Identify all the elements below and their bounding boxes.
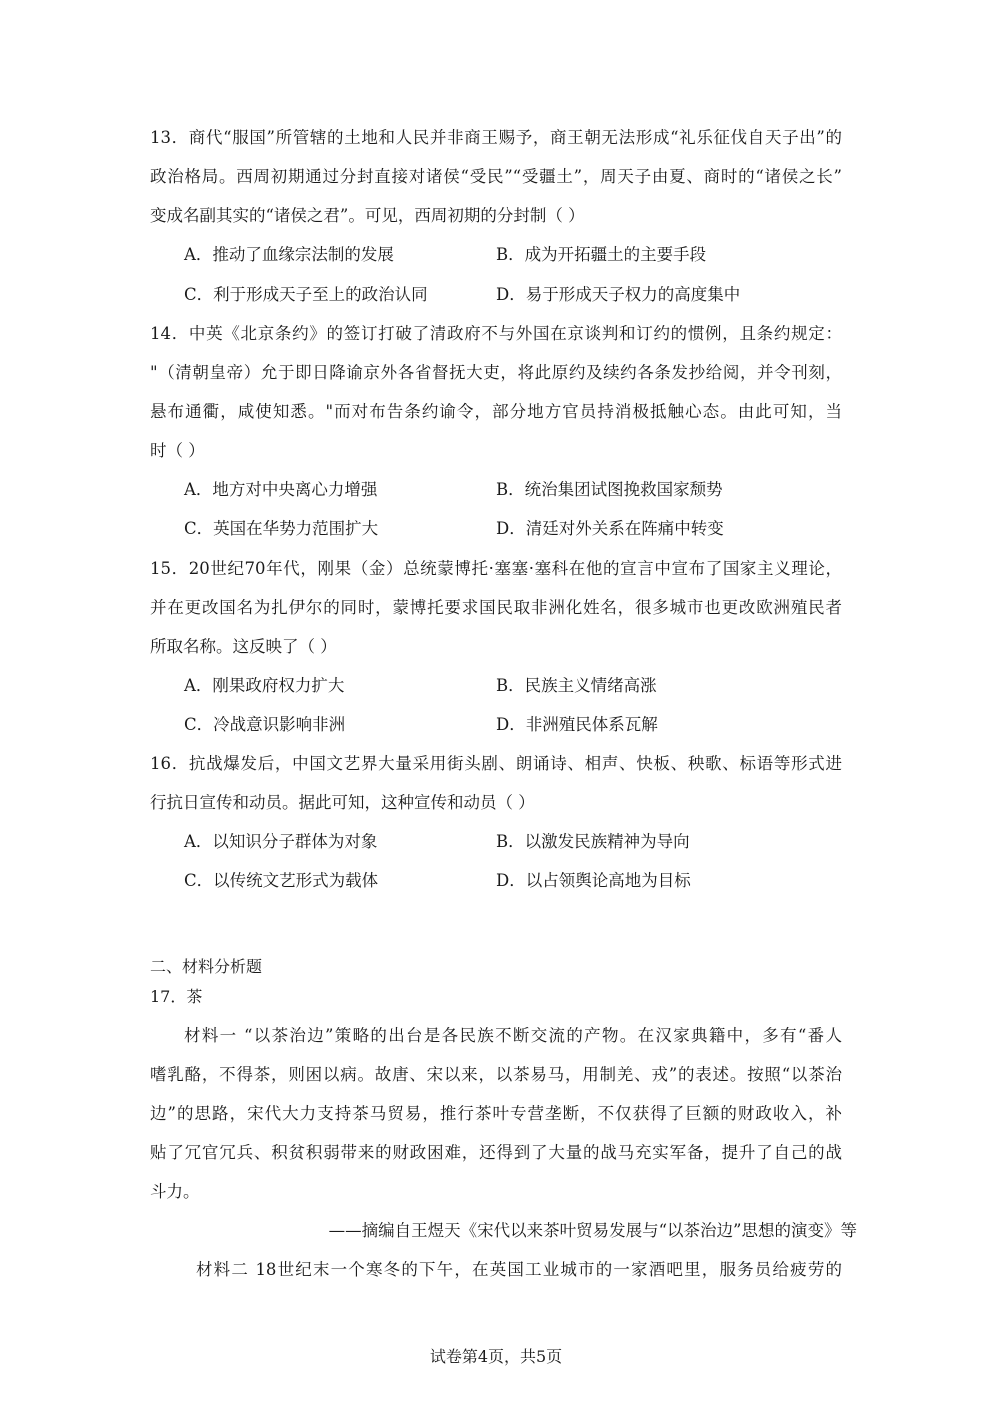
q13-option-d[interactable]: D．易于形成天子权力的高度集中 bbox=[496, 285, 741, 304]
q15-line-2: 并在更改国名为扎伊尔的同时，蒙博托要求国民取非洲化姓名，很多城市也更改欧洲殖民者 bbox=[150, 598, 842, 617]
q13-line-2: 政治格局。西周初期通过分封直接对诸侯“受民”“受疆土”，周天子由夏、商时的“诸侯之长” bbox=[150, 167, 842, 186]
q14-option-c[interactable]: C．英国在华势力范围扩大 bbox=[184, 519, 379, 538]
q13-option-b[interactable]: B．成为开拓疆土的主要手段 bbox=[496, 245, 707, 264]
q16-line-2: 行抗日宣传和动员。据此可知，这种宣传和动员（ ） bbox=[150, 793, 535, 812]
q15-option-a[interactable]: A．刚果政府权力扩大 bbox=[184, 676, 345, 695]
q13-option-a[interactable]: A．推动了血缘宗法制的发展 bbox=[184, 245, 394, 264]
q15-line-3: 所取名称。这反映了（ ） bbox=[150, 637, 337, 656]
q13-option-c[interactable]: C．利于形成天子至上的政治认同 bbox=[184, 285, 428, 304]
material1-source: ——摘编自王煜天《宋代以来茶叶贸易发展与“以茶治边”思想的演变》等 bbox=[328, 1221, 857, 1240]
q16-line-1: 16．抗战爆发后，中国文艺界大量采用街头剧、朗诵诗、相声、快板、秧歌、标语等形式进 bbox=[150, 754, 842, 773]
q14-option-b[interactable]: B．统治集团试图挽救国家颓势 bbox=[496, 480, 723, 499]
material1-line-3: 边”的思路，宋代大力支持茶马贸易，推行茶叶专营垄断，不仅获得了巨额的财政收入，补 bbox=[150, 1104, 842, 1123]
q14-line-1: 14．中英《北京条约》的签订打破了清政府不与外国在京谈判和订约的惯例，且条约规定： bbox=[150, 324, 842, 343]
q15-option-b[interactable]: B．民族主义情绪高涨 bbox=[496, 676, 657, 695]
section-heading: 二、材料分析题 bbox=[150, 957, 263, 976]
material1-line-2: 嗜乳酪，不得茶，则困以病。故唐、宋以来，以茶易马，用制羌、戎”的表述。按照“以茶治 bbox=[150, 1065, 842, 1084]
q14-option-d[interactable]: D．清廷对外关系在阵痛中转变 bbox=[496, 519, 724, 538]
q16-option-a[interactable]: A．以知识分子群体为对象 bbox=[184, 832, 378, 851]
material1-line-5: 斗力。 bbox=[150, 1182, 200, 1201]
q17-title: 17．茶 bbox=[150, 987, 203, 1006]
q15-option-c[interactable]: C．冷战意识影响非洲 bbox=[184, 715, 346, 734]
q16-option-b[interactable]: B．以激发民族精神为导向 bbox=[496, 832, 690, 851]
material1-line-4: 贴了冗官冗兵、积贫积弱带来的财政困难，还得到了大量的战马充实军备，提升了自己的战 bbox=[150, 1143, 842, 1162]
q13-line-3: 变成名副其实的“诸侯之君”。可见，西周初期的分封制（ ） bbox=[150, 206, 585, 225]
q16-option-c[interactable]: C．以传统文艺形式为载体 bbox=[184, 871, 379, 890]
q14-line-4: 时（ ） bbox=[150, 441, 205, 460]
q15-option-d[interactable]: D．非洲殖民体系瓦解 bbox=[496, 715, 658, 734]
q13-line-1: 13．商代“服国”所管辖的土地和人民并非商王赐予，商王朝无法形成“礼乐征伐自天子出”的 bbox=[150, 128, 842, 147]
q14-line-2: "（清朝皇帝）允于即日降谕京外各省督抚大吏，将此原约及续约各条发抄给阅，并令刊刻， bbox=[150, 363, 842, 382]
q14-option-a[interactable]: A．地方对中央离心力增强 bbox=[184, 480, 378, 499]
page-footer: 试卷第4页，共5页 bbox=[429, 1347, 563, 1366]
material2-line-1: 材料二 18世纪末一个寒冬的下午，在英国工业城市的一家酒吧里，服务员给疲劳的 bbox=[196, 1260, 842, 1279]
q15-line-1: 15．20世纪70年代，刚果（金）总统蒙博托·塞塞·塞科在他的宣言中宣布了国家主义理论， bbox=[150, 559, 842, 578]
q14-line-3: 悬布通衢，咸使知悉。"而对布告条约谕令，部分地方官员持消极抵触心态。由此可知，当 bbox=[150, 402, 842, 421]
material1-line-1: 材料一 “以茶治边”策略的出台是各民族不断交流的产物。在汉家典籍中，多有“番人 bbox=[184, 1026, 842, 1045]
q16-option-d[interactable]: D．以占领舆论高地为目标 bbox=[496, 871, 691, 890]
